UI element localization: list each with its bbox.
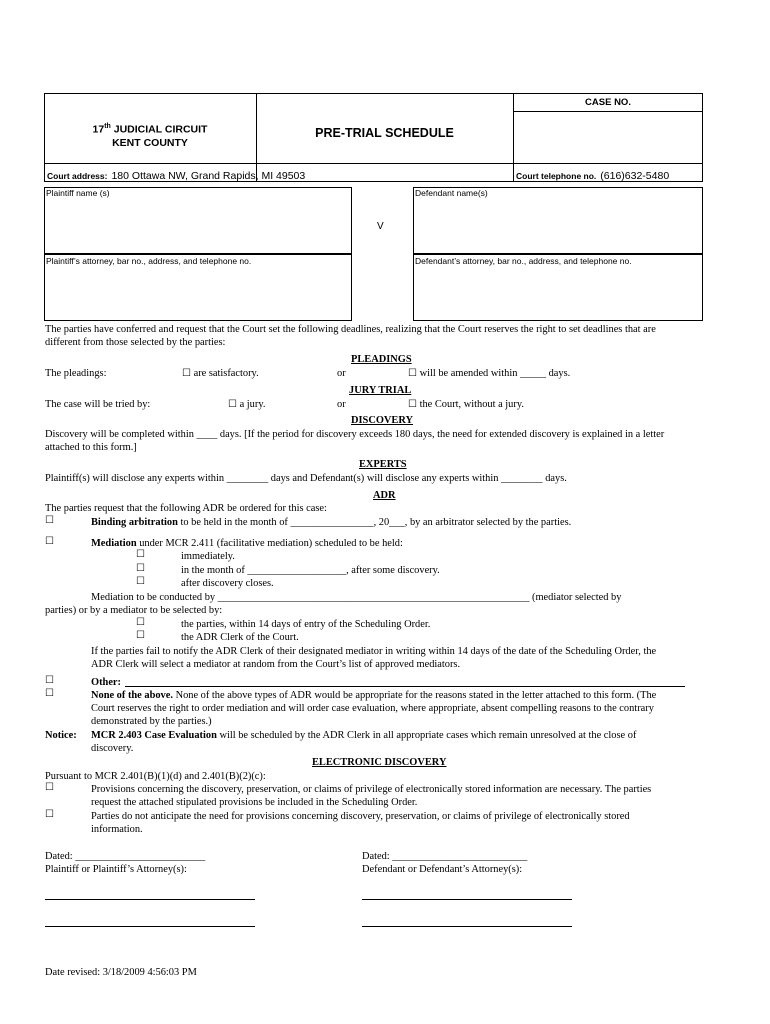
adr-heading: ADR [373, 490, 396, 501]
court-option[interactable]: ☐ the Court, without a jury. [408, 399, 524, 410]
court-address-value: 180 Ottawa NW, Grand Rapids, MI 49503 [111, 170, 306, 182]
none-checkbox[interactable]: ☐ [45, 688, 54, 699]
selected-by-clerk-checkbox[interactable]: ☐ [136, 630, 145, 641]
discovery-line-2: attached to this form.] [45, 442, 137, 453]
none-line-2: Court reserves the right to order mediation and will order case evaluation, where appropriate, absent compelling reasons to the contrary [91, 703, 654, 714]
ediscovery-option-1-line-1: Provisions concerning the discovery, preservation, or claims of privilege of electronically stored information are necessary. The parties [91, 784, 652, 795]
selected-by-parties-label: the parties, within 14 days of entry of the Scheduling Order. [181, 619, 431, 630]
adr-intro: The parties request that the following ADR be ordered for this case: [45, 503, 327, 514]
defendant-attorney-label: Defendant’s attorney, bar no., address, and telephone no. [415, 256, 632, 266]
plaintiff-signature-label: Plaintiff or Plaintiff’s Attorney(s): [45, 864, 187, 875]
jury-or: or [337, 399, 346, 410]
none-line-3: demonstrated by the parties.) [91, 716, 212, 727]
selected-by-clerk-label: the ADR Clerk of the Court. [181, 632, 299, 643]
case-no-underline [513, 111, 703, 112]
ediscovery-none-checkbox[interactable]: ☐ [45, 809, 54, 820]
mediation-after-discovery-checkbox[interactable]: ☐ [136, 576, 145, 587]
case-no-label: CASE NO. [585, 97, 631, 108]
checkbox-icon[interactable]: ☐ [408, 399, 417, 410]
fail-notice-line-1: If the parties fail to notify the ADR Clerk of their designated mediator in writing within 14 days of the date of the Scheduling Order, the [91, 646, 657, 657]
other-label: Other: [91, 677, 122, 688]
mediation-immediately-checkbox[interactable]: ☐ [136, 549, 145, 560]
intro-line-1: The parties have conferred and request that the Court set the following deadlines, realizing that the Court reserves the right to set deadlines that are [45, 324, 656, 335]
notice-label: Notice: [45, 730, 77, 741]
mediation-month-label: in the month of ___________________, after some discovery. [181, 565, 440, 576]
form-title: PRE-TRIAL SCHEDULE [315, 126, 454, 140]
ediscovery-heading: ELECTRONIC DISCOVERY [312, 757, 447, 768]
selected-by-parties-checkbox[interactable]: ☐ [136, 617, 145, 628]
court-address: Court address: 180 Ottawa NW, Grand Rapids, MI 49503 [47, 170, 306, 182]
discovery-heading: DISCOVERY [351, 415, 413, 426]
ediscovery-option-1-line-2: request the attached stipulated provisions be included in the Scheduling Order. [91, 797, 418, 808]
mediation-conducted-line: Mediation to be conducted by ____________________________________________________________ (mediator selected by [91, 592, 622, 603]
checkbox-icon[interactable]: ☐ [408, 368, 417, 379]
pleadings-amended-option[interactable]: ☐ will be amended within _____ days. [408, 368, 571, 379]
intro-line-2: different from those selected by the parties: [45, 337, 226, 348]
notice-line-1: MCR 2.403 Case Evaluation will be scheduled by the ADR Clerk in all appropriate cases which remain unresolved at the close of [91, 730, 637, 741]
defendant-dated[interactable]: Dated: __________________________ [362, 851, 528, 862]
other-underline[interactable] [125, 686, 685, 687]
ediscovery-option-2-line-2: information. [91, 824, 143, 835]
defendant-signature-line-2[interactable] [362, 926, 572, 927]
date-revised: Date revised: 3/18/2009 4:56:03 PM [45, 967, 197, 978]
experts-heading: EXPERTS [359, 459, 407, 470]
discovery-line-1: Discovery will be completed within ____ days. [If the period for discovery exceeds 180 days, the need for extended discovery is explained in a letter [45, 429, 665, 440]
experts-line: Plaintiff(s) will disclose any experts within ________ days and Defendant(s) will disclose any experts within ________ days. [45, 473, 567, 484]
other-checkbox[interactable]: ☐ [45, 675, 54, 686]
plaintiff-name-label: Plaintiff name (s) [46, 188, 110, 198]
ediscovery-intro: Pursuant to MCR 2.401(B)(1)(d) and 2.401(B)(2)(c): [45, 771, 266, 782]
ediscovery-option-2-line-1: Parties do not anticipate the need for provisions concerning discovery, preservation, or claims of privilege of electronically stored [91, 811, 630, 822]
notice-line-2: discovery. [91, 743, 134, 754]
defendant-name-label: Defendant name(s) [415, 188, 488, 198]
ediscovery-provisions-checkbox[interactable]: ☐ [45, 782, 54, 793]
mediation-after-discovery-label: after discovery closes. [181, 578, 274, 589]
plaintiff-signature-line-1[interactable] [45, 899, 255, 900]
fail-notice-line-2: ADR Clerk will select a mediator at random from the Court’s list of approved mediators. [91, 659, 461, 670]
binding-arbitration-checkbox[interactable]: ☐ [45, 515, 54, 526]
pleadings-satisfactory-option[interactable]: ☐ are satisfactory. [182, 368, 259, 379]
jury-label: The case will be tried by: [45, 399, 151, 410]
checkbox-icon[interactable]: ☐ [182, 368, 191, 379]
court-name: 17th JUDICIAL CIRCUIT KENT COUNTY [92, 123, 208, 149]
court-phone-value: (616)632-5480 [600, 170, 670, 182]
pleadings-or: or [337, 368, 346, 379]
defendant-signature-line-1[interactable] [362, 899, 572, 900]
mediation-immediately-label: immediately. [181, 551, 235, 562]
address-row-top [44, 163, 703, 164]
plaintiff-dated[interactable]: Dated: _________________________ [45, 851, 206, 862]
checkbox-icon[interactable]: ☐ [228, 399, 237, 410]
jury-heading: JURY TRIAL [349, 385, 412, 396]
versus-label: V [377, 221, 384, 232]
mediation-text: Mediation under MCR 2.411 (facilitative mediation) scheduled to be held: [91, 538, 403, 549]
binding-arbitration-text: Binding arbitration to be held in the month of ________________, 20___, by an arbitrator selected by the parties. [91, 517, 572, 528]
plaintiff-attorney-label: Plaintiff’s attorney, bar no., address, and telephone no. [46, 256, 252, 266]
defendant-signature-label: Defendant or Defendant’s Attorney(s): [362, 864, 523, 875]
jury-option[interactable]: ☐ a jury. [228, 399, 266, 410]
mediation-checkbox[interactable]: ☐ [45, 536, 54, 547]
mediation-conducted-line-2: parties) or by a mediator to be selected by: [45, 605, 223, 616]
pleadings-heading: PLEADINGS [351, 354, 412, 365]
none-line-1: None of the above. None of the above types of ADR would be appropriate for the reasons stated in the letter attached to this form. (The [91, 690, 657, 701]
pleadings-label: The pleadings: [45, 368, 107, 379]
court-phone: Court telephone no. (616)632-5480 [516, 170, 670, 182]
plaintiff-signature-line-2[interactable] [45, 926, 255, 927]
mediation-month-checkbox[interactable]: ☐ [136, 563, 145, 574]
